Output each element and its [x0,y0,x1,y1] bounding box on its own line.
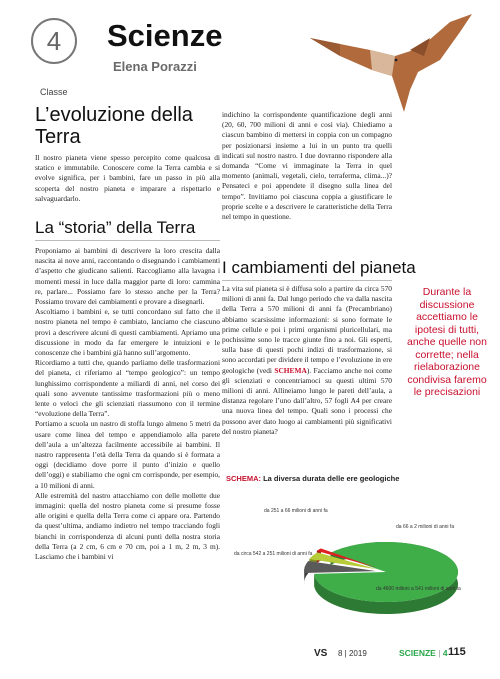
footer-separator: | [438,648,441,658]
era-pie-chart [226,490,488,625]
pie-slice-label: da 4600 milioni a 541 milioni di anni fa [376,586,461,592]
section-title-storia: La “storia” della Terra [35,218,196,237]
paragraph: Proponiamo ai bambini di descrivere la loro crescita dalla nascita ai nove anni, raccontando o disegnando i cambiamenti d’aspetto che giudicano salienti. Raccogliamo alla lavagna i momenti messi in luce dalla maggior parte di loro: cammina re, parlare... Possiamo fare lo stesso anche per la Terra? Possiamo trovare dei cambiamenti e provare a disegnarli. [35,246,220,307]
subject-title: Scienze [107,18,223,53]
author-name: Elena Porazzi [113,59,197,74]
section-title-cambiamenti: I cambiamenti del pianeta [222,258,416,277]
article-title-line1: L’evoluzione della [35,104,193,126]
sidenote: Durante la discussione accettiamo le ipotesi di tutti, anche quelle non corrette; nella rielaborazione condivisa faremo le precisazioni [407,286,487,398]
section-divider [35,240,220,241]
schema-title [226,474,399,483]
pie-slice-label: da 66 a 2 milioni di anni fa [396,524,455,530]
footer-section-name: SCIENZE [399,648,436,658]
article-title [35,104,225,148]
pterosaur-illustration [300,10,480,120]
section2-body [222,284,392,437]
magazine-logo: VS [314,648,328,659]
pie-slice-label: da 251 a 66 milioni di anni fa [264,508,328,514]
schema-title-text: La diversa durata delle ere geologiche [261,474,400,483]
pie-slice-label: da circa 542 a 251 milioni di anni fa [234,551,313,557]
schema-keyword: SCHEMA: [226,474,261,483]
section2-text-end: ). Facciamo anche noi come gli scienziati e concentriamoci su questi ultimi 570 milioni di anni. Allineiamo lungo le pareti dell’aula, a distanza regolare l’uno dall’altro, 57 fogli A4 per creare una nuova linea del tempo. Quali sono i processi che possono aver dato luogo ai cambiamenti più significativi del nostro pianeta? [222,365,392,436]
page-number: 115 [448,646,466,658]
paragraph: Alle estremità del nastro attacchiamo con delle mollette due immagini: quella del nostro pianeta come si presume fosse alle origini e quella della Terra come ci appare ora. Partendo da quest’ultima, andiamo indietro nel tempo tracciando fogli bianchi in corrispondenza di alcuni punti della nostra storia della Terra (a 2 cm, 6 cm e 70 cm, poi a 1 m, 2 m, 3 m). Lasciamo che i bambini vi [35,490,220,562]
paragraph: Ricordiamo a tutti che, quando parliamo delle trasformazioni del pianeta, ci riferiamo al “tempo geologico”: un tempo lunghissimo corrispondente a miliardi di anni, nel corso dei quali sono avvenute tantissime trasformazioni più o meno lente o veloci che gli scienziati riassumono con il termine “evoluzione della Terra”. [35,358,220,419]
section2-text: La vita sul pianeta si è diffusa solo a partire da circa 570 milioni di anni fa. Dal lungo periodo che va dalla nascita della Terra a 570 milioni di anni fa (Precambriano) abbiamo scarsissime informazioni: si sono formate le prime cellule e poi i primi organismi pluricellulari, ma pochissime sono le tracce giunte fino a noi. Gli esperti, sulla base di questi pochi indizi di trasformazione, si sono accordati per dividere il tempo e l’evoluzione in ere geologiche (vedi [222,284,392,375]
footer-section-num: 4 [442,648,448,658]
paragraph: Ascoltiamo i bambini e, se tutti concordano sul fatto che il nostro pianeta nel tempo è cambiato, lanciamo che ciascuno provi a descrivere alcuni di questi cambiamenti. Apriamo una discussione in modo da far emergere le intuizioni e le conoscenze che i bambini già hanno sull’argomento. [35,307,220,358]
issue-number: 8 | 2019 [338,649,367,658]
section-divider [222,280,392,281]
column2-top-text: indichino la corrispondente quantificazione degli anni (20, 60, 700 milioni di anni e così via). Chiediamo a ciascun bambino di mettersi in coppia con un compagno per posizionarsi insieme a lui in un punto tra quelli indicati sul nostro nastro. I due dovranno rispondere alla domanda “Come vi immaginate la Terra in quel momento (animali, vegetali, cielo, terraferma, clima...)? Pensateci e poi appendete il disegno sulla linea del tempo”. Invitiamo poi ciascuna coppia a giustificare le proprie scelte e a descrivere le caratteristiche della Terra nel tempo in questione. [222,110,392,222]
schema-reference: SCHEMA [274,365,307,375]
article-title-line2: Terra [35,126,81,148]
paragraph: Portiamo a scuola un nastro di stoffa lungo almeno 5 metri da usare come linea del tempo e appendiamolo alla parete dell’aula a un’altezza facilmente accessibile ai bambini. Il nastro rappresenta l’età della Terra da quando si è formata a oggi (decidiamo dove porre il punto d’inizio e quello dell’oggi) e stabiliamo che ogni cm corrisponde, per esempio, a 10 milioni di anni. [35,419,220,490]
article-intro: Il nostro pianeta viene spesso percepito come qualcosa di statico e immutabile. Conoscere come la Terra cambia e si evolve significa, per i bambini, fare un passo in più alla scoperta del nostro pianeta e imparare a rispettarlo e salvaguardarlo. [35,153,220,203]
class-number: 4 [46,25,62,56]
footer-section [399,648,448,658]
class-label: Classe [40,87,68,97]
class-number-badge [31,18,77,64]
section1-body [35,246,220,562]
